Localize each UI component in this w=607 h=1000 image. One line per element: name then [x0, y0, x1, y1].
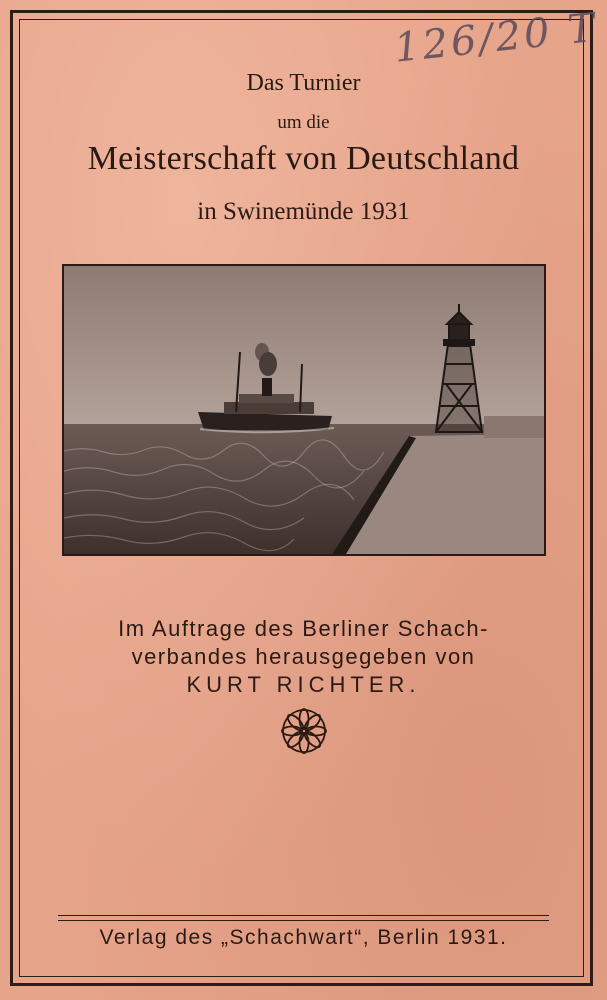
- harbor-photo-illustration: [64, 266, 544, 554]
- title-location-year: in Swinemünde 1931: [197, 198, 410, 225]
- publisher-imprint: Verlag des „Schachwart“, Berlin 1931.: [99, 926, 508, 949]
- footer-rule-top: [58, 915, 549, 916]
- title-main: Meisterschaft von Deutschland: [87, 140, 520, 177]
- cover-photo: [62, 264, 546, 556]
- publisher-line-2: verbandes herausgegeben von: [131, 644, 476, 669]
- title-line-2: um die: [277, 112, 330, 133]
- title-line-1: Das Turnier: [246, 70, 361, 96]
- ornament-icon: [280, 707, 328, 755]
- handwritten-shelfmark: 126/20 T: [392, 4, 600, 72]
- footer-rule-bottom: [58, 920, 549, 921]
- author-name: KURT RICHTER.: [186, 672, 421, 697]
- publisher-line-1: Im Auftrage des Berliner Schach-: [118, 616, 489, 641]
